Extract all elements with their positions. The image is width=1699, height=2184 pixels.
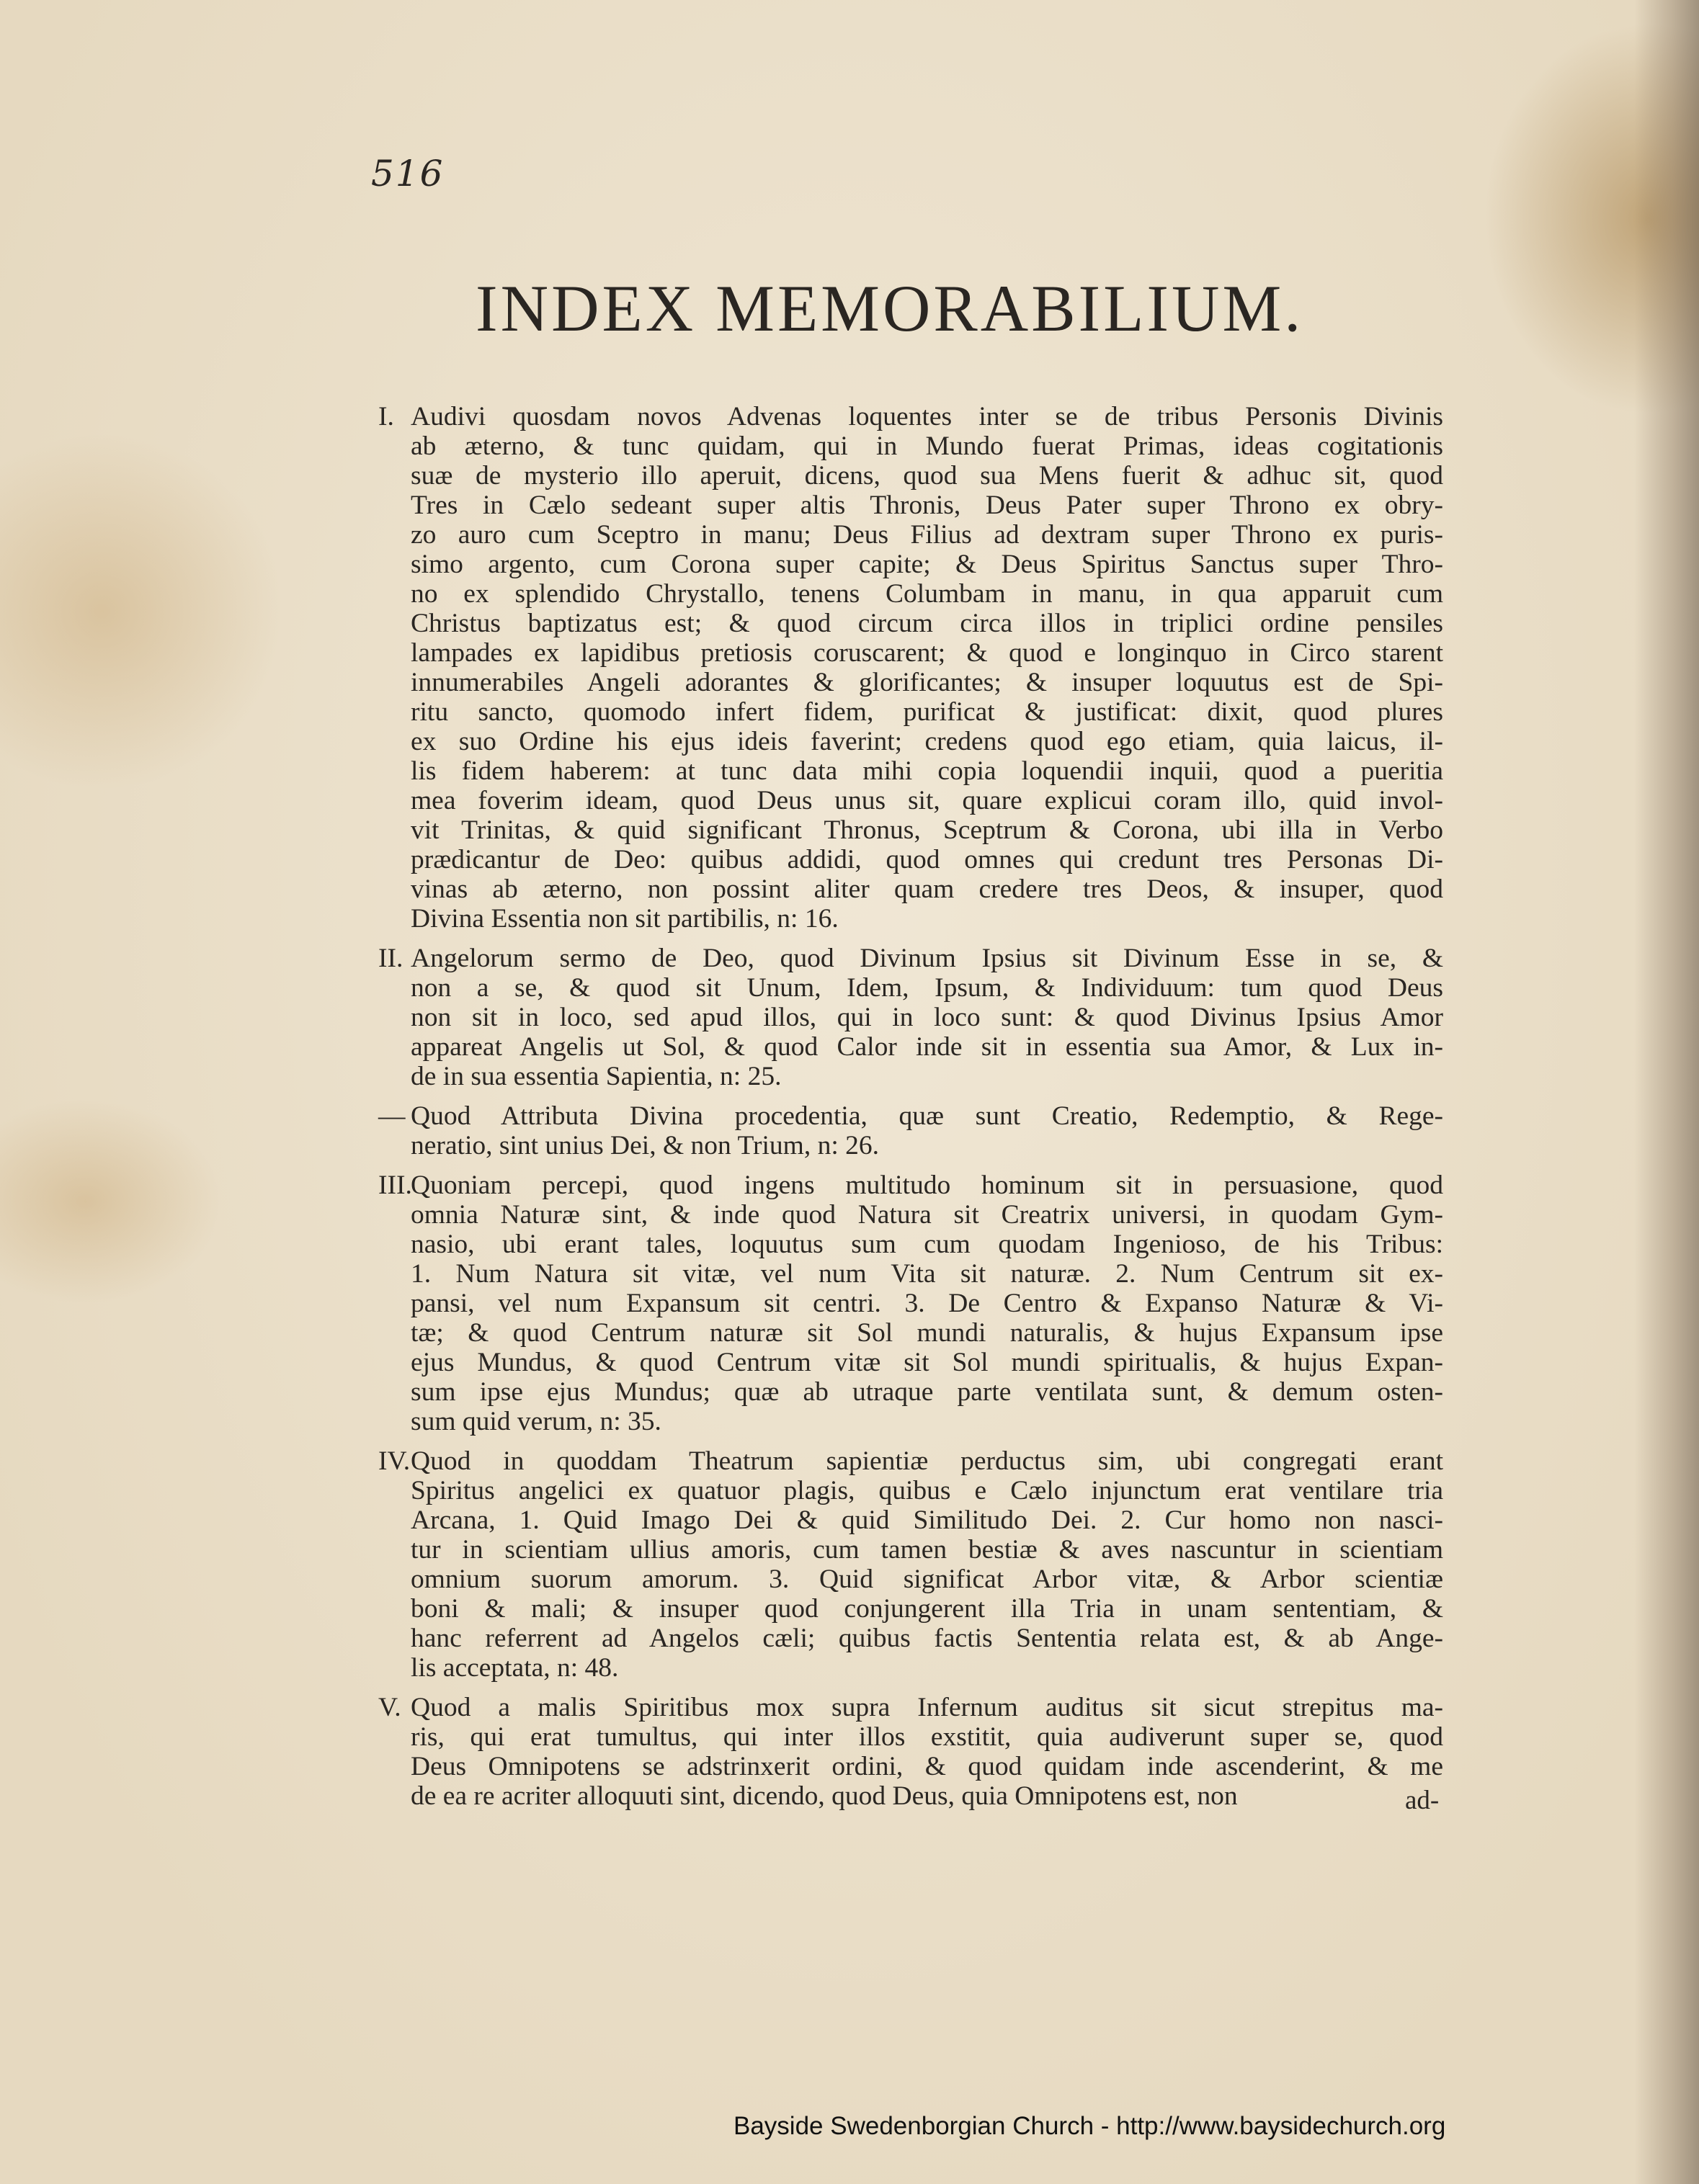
entry-line: no ex splendido Chrystallo, tenens Columbam in manu, in qua apparuit cum (411, 579, 1443, 609)
index-entry (378, 1101, 1443, 1160)
entry-line: 1. Num Natura sit vitæ, vel num Vita sit naturæ. 2. Num Centrum sit ex- (411, 1259, 1443, 1289)
index-entry (378, 944, 1443, 1091)
page-title: INDEX MEMORABILIUM. (476, 272, 1304, 345)
entry-line: neratio, sint unius Dei, & non Trium, n: 26. (411, 1131, 880, 1160)
entry-line: vit Trinitas, & quid significant Thronus, Sceptrum & Corona, ubi illa in Verbo (411, 815, 1443, 845)
entry-line: mea foverim ideam, quod Deus unus sit, quare explicui coram illo, quid invol- (411, 786, 1443, 815)
entry-line: ab æterno, & tunc quidam, qui in Mundo fuerat Primas, ideas cogitationis (411, 431, 1443, 461)
entry-line: Tres in Cælo sedeant super altis Thronis, Deus Pater super Throno ex obry- (411, 491, 1443, 520)
entry-marker: I. (378, 402, 394, 431)
entry-line: Quoniam percepi, quod ingens multitudo hominum sit in persuasione, quod (411, 1171, 1443, 1200)
footer-credit: Bayside Swedenborgian Church - http://www.baysidechurch.org (733, 2112, 1446, 2140)
entry-line: ris, qui erat tumultus, qui inter illos exstitit, quia audiverunt super se, quod (411, 1722, 1443, 1752)
entry-line: Christus baptizatus est; & quod circum circa illos in triplici ordine pensiles (411, 609, 1443, 638)
entry-line: hanc referrent ad Angelos cæli; quibus factis Sententia relata est, & ab Ange- (411, 1624, 1443, 1653)
entry-line: ritu sancto, quomodo infert fidem, purificat & justificat: dixit, quod plures (411, 697, 1443, 727)
index-entry (378, 1693, 1443, 1811)
entry-line: non sit in loco, sed apud illos, qui in loco sunt: & quod Divinus Ipsius Amor (411, 1003, 1443, 1032)
entry-line: vinas ab æterno, non possint aliter quam credere tres Deos, & insuper, quod (411, 874, 1443, 904)
entry-line: omnium suorum amorum. 3. Quid significat Arbor vitæ, & Arbor scientiæ (411, 1565, 1443, 1594)
entry-line: lis acceptata, n: 48. (411, 1653, 619, 1683)
entry-line: nasio, ubi erant tales, loquutus sum cum quodam Ingenioso, de his Tribus: (411, 1230, 1443, 1259)
entry-line: ejus Mundus, & quod Centrum vitæ sit Sol mundi spiritualis, & hujus Expan- (411, 1348, 1443, 1377)
entry-marker: V. (378, 1693, 401, 1722)
index-entry (378, 402, 1443, 934)
page-edge-shadow (1634, 0, 1699, 2184)
entry-marker: — (378, 1101, 406, 1131)
entry-line: zo auro cum Sceptro in manu; Deus Filius ad dextram super Throno ex puris- (411, 520, 1443, 550)
entry-line: sum ipse ejus Mundus; quæ ab utraque parte ventilata sunt, & demum osten- (411, 1377, 1443, 1407)
entry-marker: II. (378, 944, 403, 973)
entry-line: Quod Attributa Divina procedentia, quæ sunt Creatio, Redemptio, & Rege- (411, 1101, 1443, 1131)
entry-line: lis fidem haberem: at tunc data mihi copia loquendii inquii, quod a pueritia (411, 756, 1443, 786)
entry-line: Spiritus angelici ex quatuor plagis, quibus e Cælo injunctum erat ventilare tria (411, 1476, 1443, 1505)
entry-line: Audivi quosdam novos Advenas loquentes inter se de tribus Personis Divinis (411, 402, 1443, 431)
entry-line: ex suo Ordine his ejus ideis faverint; credens quod ego etiam, quia laicus, il- (411, 727, 1443, 756)
entry-line: Arcana, 1. Quid Imago Dei & quid Similitudo Dei. 2. Cur homo non nasci- (411, 1505, 1443, 1535)
entry-line: non a se, & quod sit Unum, Idem, Ipsum, & Individuum: tum quod Deus (411, 973, 1443, 1003)
entry-line: prædicantur de Deo: quibus addidi, quod omnes qui credunt tres Personas Di- (411, 845, 1443, 874)
index-entry (378, 1171, 1443, 1436)
entry-line: sum quid verum, n: 35. (411, 1407, 661, 1436)
entry-line: omnia Naturæ sint, & inde quod Natura sit Creatrix universi, in quodam Gym- (411, 1200, 1443, 1230)
entry-line: Quod in quoddam Theatrum sapientiæ perductus sim, ubi congregati erant (411, 1446, 1443, 1476)
entry-line: Angelorum sermo de Deo, quod Divinum Ipsius sit Divinum Esse in se, & (411, 944, 1443, 973)
index-entries (378, 402, 1443, 1821)
entry-line: Quod a malis Spiritibus mox supra Infernum auditus sit sicut strepitus ma- (411, 1693, 1443, 1722)
catchword: ad- (1405, 1786, 1440, 1815)
page-number: 516 (371, 153, 445, 194)
entry-line: boni & mali; & insuper quod conjungerent illa Tria in unam sententiam, & (411, 1594, 1443, 1624)
entry-marker: IV. (378, 1446, 411, 1476)
index-entry (378, 1446, 1443, 1683)
entry-line: Deus Omnipotens se adstrinxerit ordini, & quod quidam inde ascenderint, & me (411, 1752, 1443, 1781)
entry-line: pansi, vel num Expansum sit centri. 3. De Centro & Expanso Naturæ & Vi- (411, 1289, 1443, 1318)
entry-marker: III. (378, 1171, 412, 1200)
entry-line: appareat Angelis ut Sol, & quod Calor inde sit in essentia sua Amor, & Lux in- (411, 1032, 1443, 1062)
entry-line: lampades ex lapidibus pretiosis coruscarent; & quod e longinquo in Circo starent (411, 638, 1443, 668)
entry-line: de in sua essentia Sapientia, n: 25. (411, 1062, 782, 1091)
entry-line: simo argento, cum Corona super capite; & Deus Spiritus Sanctus super Thro- (411, 550, 1443, 579)
entry-line: tæ; & quod Centrum naturæ sit Sol mundi naturalis, & hujus Expansum ipse (411, 1318, 1443, 1348)
entry-line: suæ de mysterio illo aperuit, dicens, quod sua Mens fuerit & adhuc sit, quod (411, 461, 1443, 491)
entry-line: innumerabiles Angeli adorantes & glorificantes; & insuper loquutus est de Spi- (411, 668, 1443, 697)
entry-line: tur in scientiam ullius amoris, cum tamen bestiæ & aves nascuntur in scientiam (411, 1535, 1443, 1565)
entry-line: Divina Essentia non sit partibilis, n: 16. (411, 904, 839, 934)
entry-line: de ea re acriter alloquuti sint, dicendo, quod Deus, quia Omnipotens est, non (411, 1781, 1238, 1811)
